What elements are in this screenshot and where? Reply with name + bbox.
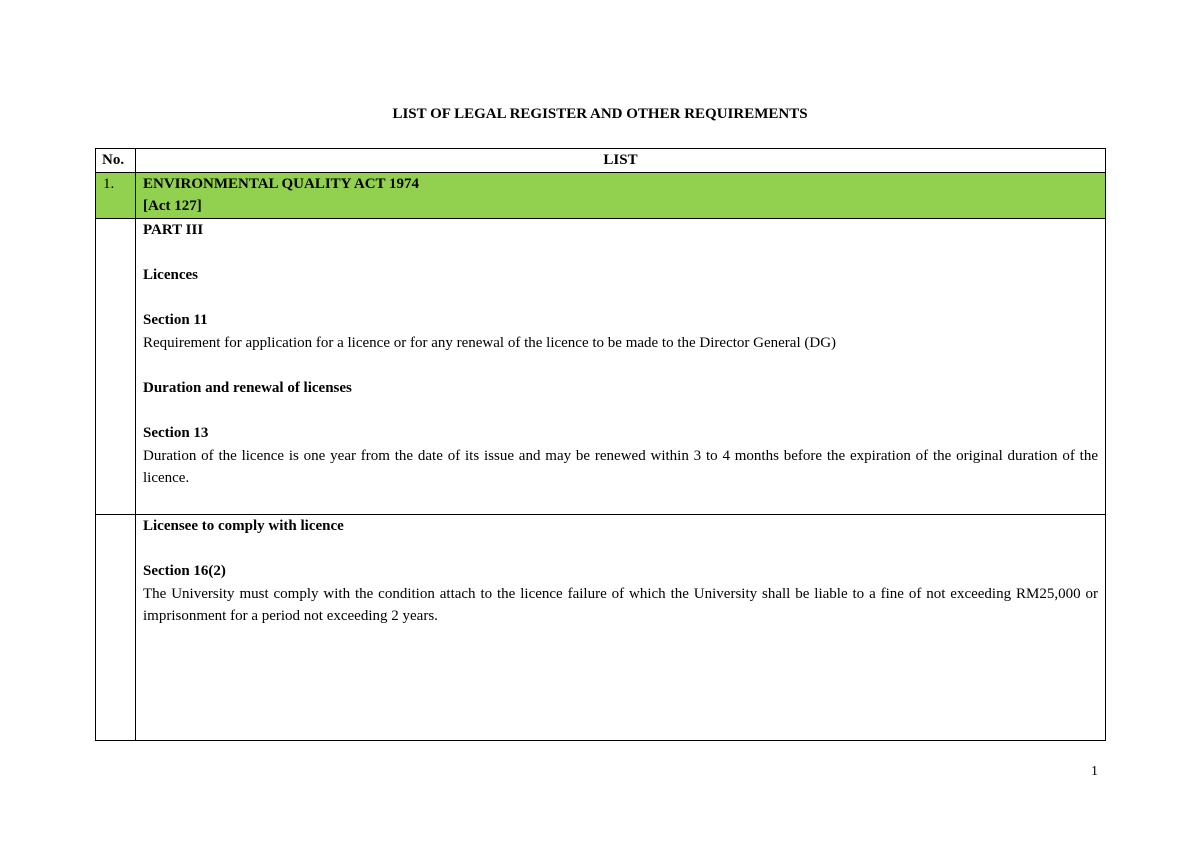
table-header-row — [96, 149, 1106, 173]
empty-number-cell — [96, 218, 136, 514]
document-title: LIST OF LEGAL REGISTER AND OTHER REQUIREMENTS — [392, 106, 808, 122]
part-iii-content — [136, 218, 1106, 514]
section-11-text: Requirement for application for a licence or for any renewal of the licence to be made to the Director General (DG) — [143, 334, 837, 351]
act-reference: [Act 127] — [143, 198, 202, 215]
section-13-title: Section 13 — [143, 425, 209, 442]
part-iii-row — [96, 218, 1106, 514]
duration-heading: Duration and renewal of licenses — [143, 379, 352, 396]
part-label: PART III — [143, 221, 204, 238]
act-row — [96, 172, 1106, 218]
section-11-title: Section 11 — [143, 312, 208, 329]
licensee-comply-row — [96, 514, 1106, 740]
column-header-list: LIST — [136, 149, 1106, 173]
act-name: ENVIRONMENTAL QUALITY ACT 1974 — [143, 175, 420, 192]
act-title-cell — [136, 172, 1106, 218]
licensee-comply-heading: Licensee to comply with licence — [143, 517, 344, 534]
empty-number-cell — [96, 514, 136, 740]
act-number: 1. — [96, 172, 136, 218]
legal-register-table — [95, 148, 1106, 741]
section-16-text: The University must comply with the condition attach to the licence failure of which the University shall be liable to a fine of not exceeding RM25,000 or imprisonment for a period not exceeding 2 years. — [143, 585, 1098, 625]
page-number: 1 — [1091, 764, 1098, 779]
licensee-comply-content — [136, 514, 1106, 740]
section-13-text: Duration of the licence is one year from the date of its issue and may be renewed within 3 to 4 months before the expiration of the original duration of the licence. — [143, 447, 1098, 487]
licences-heading: Licences — [143, 266, 198, 283]
section-16-title: Section 16(2) — [143, 562, 226, 579]
column-header-no: No. — [96, 149, 136, 173]
